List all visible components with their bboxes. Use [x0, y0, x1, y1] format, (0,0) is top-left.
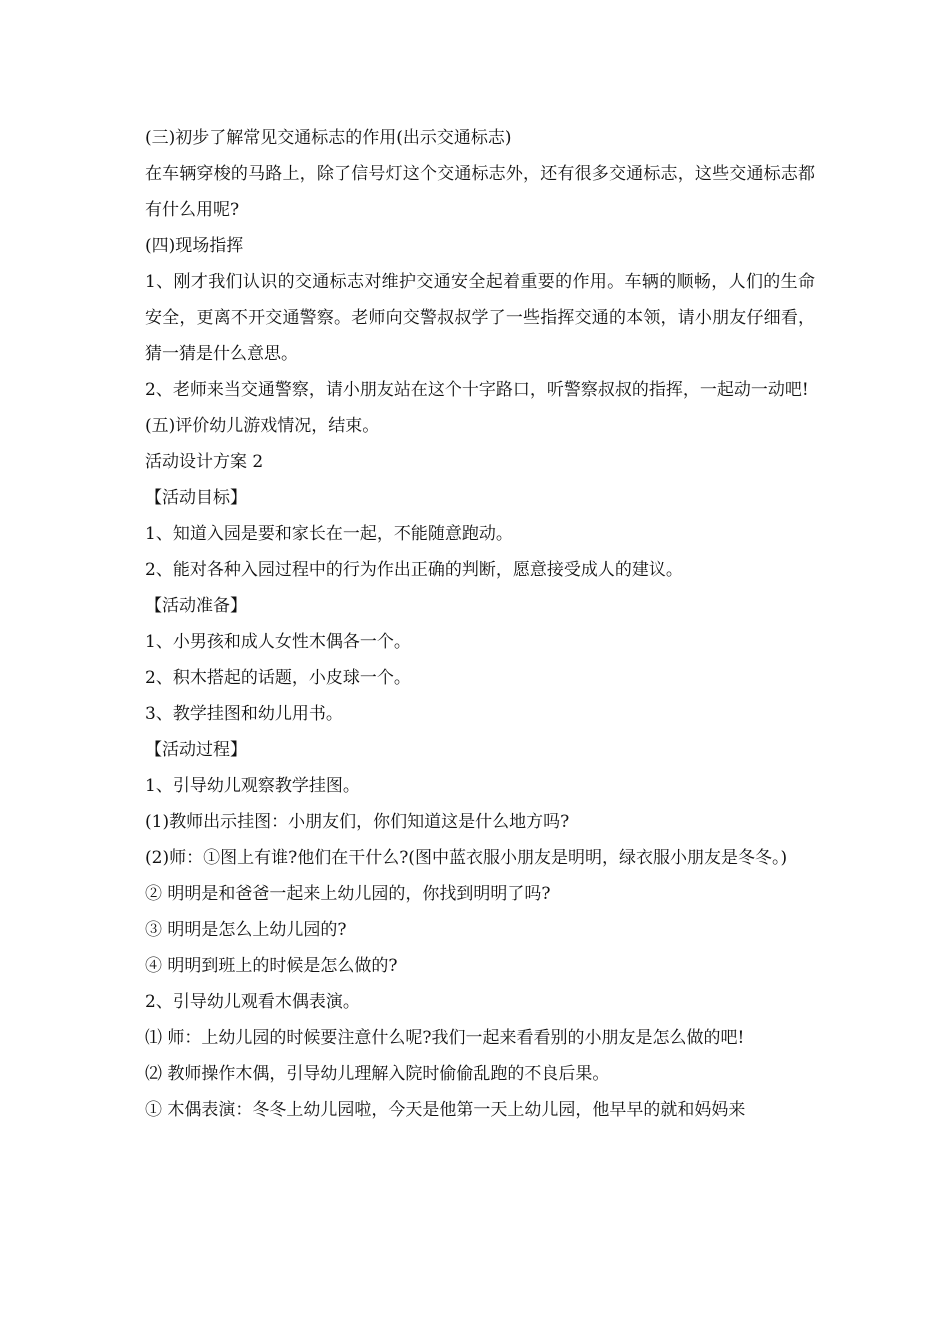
- paragraph: 2、能对各种入园过程中的行为作出正确的判断，愿意接受成人的建议。: [145, 560, 683, 580]
- paragraph: ⑴ 师：上幼儿园的时候要注意什么呢?我们一起来看看别的小朋友是怎么做的吧!: [145, 1028, 745, 1048]
- section-heading: 【活动目标】: [145, 488, 247, 508]
- section-heading: 【活动准备】: [145, 596, 247, 616]
- paragraph: 1、小男孩和成人女性木偶各一个。: [145, 632, 411, 652]
- paragraph: 2、引导幼儿观看木偶表演。: [145, 992, 360, 1012]
- paragraph: ③ 明明是怎么上幼儿园的?: [145, 920, 347, 940]
- paragraph: 1、引导幼儿观察教学挂图。: [145, 776, 360, 796]
- paragraph: ② 明明是和爸爸一起来上幼儿园的，你找到明明了吗?: [145, 884, 551, 904]
- paragraph: 2、老师来当交通警察，请小朋友站在这个十字路口，听警察叔叔的指挥，一起动一动吧!: [145, 380, 809, 400]
- paragraph: 2、积木搭起的话题，小皮球一个。: [145, 668, 411, 688]
- document-body: [145, 120, 815, 1128]
- paragraph: 在车辆穿梭的马路上，除了信号灯这个交通标志外，还有很多交通标志，这些交通标志都有什么用呢?: [145, 164, 815, 220]
- paragraph: (四)现场指挥: [145, 236, 244, 256]
- paragraph: 1、刚才我们认识的交通标志对维护交通安全起着重要的作用。车辆的顺畅，人们的生命安全，更离不开交通警察。老师向交警叔叔学了一些指挥交通的本领，请小朋友仔细看，猜一猜是什么意思。: [145, 272, 815, 364]
- paragraph: (三)初步了解常见交通标志的作用(出示交通标志): [145, 128, 512, 148]
- section-title: 活动设计方案 2: [145, 452, 264, 472]
- paragraph: ⑵ 教师操作木偶，引导幼儿理解入院时偷偷乱跑的不良后果。: [145, 1064, 610, 1084]
- paragraph: (1)教师出示挂图：小朋友们，你们知道这是什么地方吗?: [145, 812, 570, 832]
- paragraph: (五)评价幼儿游戏情况，结束。: [145, 416, 380, 436]
- paragraph: ① 木偶表演：冬冬上幼儿园啦，今天是他第一天上幼儿园，他早早的就和妈妈来: [145, 1100, 746, 1120]
- section-heading: 【活动过程】: [145, 740, 247, 760]
- paragraph: (2)师：①图上有谁?他们在干什么?(图中蓝衣服小朋友是明明，绿衣服小朋友是冬冬。): [145, 848, 788, 868]
- paragraph: 1、知道入园是要和家长在一起，不能随意跑动。: [145, 524, 513, 544]
- paragraph: ④ 明明到班上的时候是怎么做的?: [145, 956, 398, 976]
- paragraph: 3、教学挂图和幼儿用书。: [145, 704, 343, 724]
